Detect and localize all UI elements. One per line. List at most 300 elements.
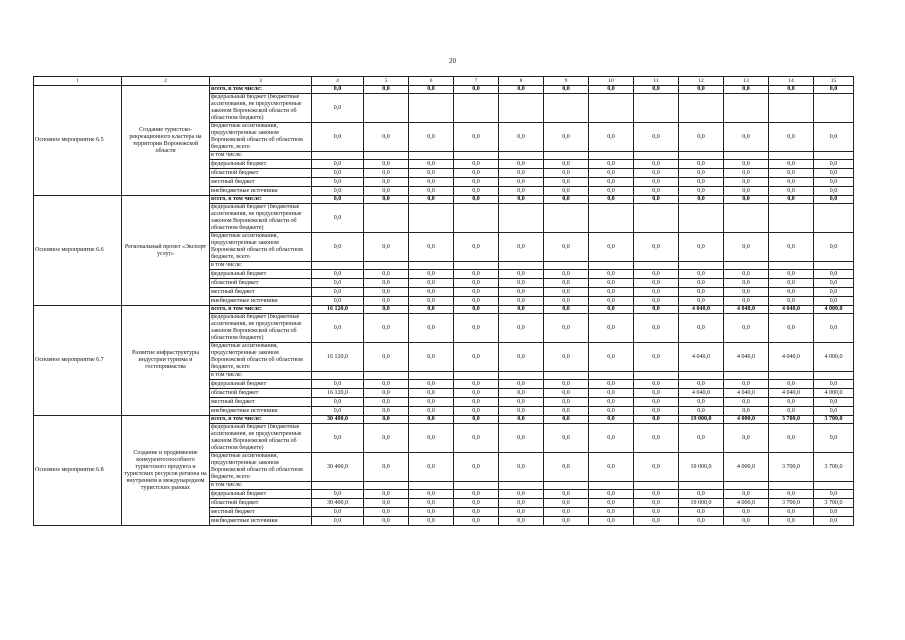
amount-cell: 0,0 [409,453,454,482]
amount-cell: 0,0 [679,86,724,94]
amount-cell: 0,0 [724,233,769,262]
amount-cell: 16 120,0 [312,343,364,372]
funding-source-label: федеральный бюджет (бюджетные ассигнования, не предусмотренные законом Воронежской области об областном бюджете) [210,314,312,343]
amount-cell: 0,0 [544,499,589,508]
amount-cell [364,204,409,233]
amount-cell: 0,0 [769,86,814,94]
amount-cell [312,482,364,490]
amount-cell: 0,0 [724,314,769,343]
amount-cell [724,372,769,380]
amount-cell: 0,0 [769,279,814,288]
amount-cell: 19 000,0 [679,499,724,508]
amount-cell [364,482,409,490]
amount-cell: 0,0 [679,233,724,262]
amount-cell: 0,0 [679,178,724,187]
amount-cell: 0,0 [409,343,454,372]
amount-cell: 0,0 [312,86,364,94]
amount-cell: 0,0 [312,233,364,262]
amount-cell: 0,0 [454,490,499,499]
amount-cell: 0,0 [409,86,454,94]
amount-cell: 0,0 [312,94,364,123]
amount-cell: 0,0 [409,508,454,517]
funding-source-label: в том числе: [210,152,312,160]
amount-cell: 0,0 [544,508,589,517]
amount-cell: 0,0 [544,123,589,152]
amount-cell: 0,0 [814,169,854,178]
amount-cell: 0,0 [769,297,814,306]
amount-cell: 0,0 [499,517,544,526]
amount-cell [634,94,679,123]
amount-cell: 0,0 [454,270,499,279]
amount-cell: 0,0 [769,398,814,407]
amount-cell: 4 040,0 [679,306,724,314]
amount-cell: 0,0 [724,178,769,187]
amount-cell: 0,0 [769,517,814,526]
amount-cell: 0,0 [409,499,454,508]
amount-cell: 0,0 [544,389,589,398]
amount-cell [724,94,769,123]
amount-cell: 0,0 [499,196,544,204]
amount-cell [769,152,814,160]
amount-cell: 0,0 [454,389,499,398]
amount-cell: 0,0 [409,380,454,389]
amount-cell: 0,0 [724,160,769,169]
amount-cell: 0,0 [589,160,634,169]
amount-cell: 0,0 [769,490,814,499]
event-name: Создание и продвижение конкурентоспособного туристского продукта и туристских ресурсов региона на внутреннем и международном туристских рынках [122,416,210,526]
table-row [34,86,854,94]
amount-cell: 0,0 [679,508,724,517]
amount-cell: 0,0 [679,169,724,178]
amount-cell [409,204,454,233]
amount-cell: 0,0 [769,288,814,297]
amount-cell: 0,0 [544,160,589,169]
amount-cell: 0,0 [454,160,499,169]
amount-cell: 0,0 [589,389,634,398]
amount-cell [769,482,814,490]
amount-cell: 0,0 [769,407,814,416]
amount-cell [544,204,589,233]
amount-cell [364,152,409,160]
amount-cell: 0,0 [814,398,854,407]
amount-cell [724,482,769,490]
amount-cell: 0,0 [724,380,769,389]
funding-source-label: федеральный бюджет [210,380,312,389]
amount-cell: 4 000,0 [814,389,854,398]
amount-cell: 0,0 [679,398,724,407]
amount-cell: 0,0 [724,297,769,306]
amount-cell: 0,0 [589,407,634,416]
amount-cell: 0,0 [499,123,544,152]
column-number: 2 [122,77,210,86]
amount-cell [769,262,814,270]
amount-cell: 0,0 [769,380,814,389]
amount-cell [544,372,589,380]
amount-cell [589,204,634,233]
amount-cell [409,94,454,123]
amount-cell: 0,0 [814,187,854,196]
column-number: 6 [409,77,454,86]
amount-cell: 0,0 [364,297,409,306]
amount-cell: 0,0 [589,508,634,517]
amount-cell: 0,0 [544,416,589,424]
funding-source-label: бюджетные ассигнования, предусмотренные законом Воронежской области об областном бюджете, всего [210,233,312,262]
amount-cell [499,204,544,233]
amount-cell: 4 040,0 [724,389,769,398]
amount-cell: 0,0 [454,169,499,178]
amount-cell: 0,0 [589,343,634,372]
funding-source-label: внебюджетные источники [210,407,312,416]
amount-cell: 0,0 [312,187,364,196]
column-number: 4 [312,77,364,86]
amount-cell: 0,0 [499,306,544,314]
amount-cell [499,482,544,490]
amount-cell: 0,0 [634,508,679,517]
amount-cell: 0,0 [589,490,634,499]
amount-cell: 0,0 [312,424,364,453]
amount-cell: 3 700,0 [769,416,814,424]
funding-source-label: внебюджетные источники [210,297,312,306]
amount-cell [589,372,634,380]
amount-cell [634,262,679,270]
amount-cell: 0,0 [409,424,454,453]
amount-cell: 0,0 [312,297,364,306]
amount-cell [814,94,854,123]
amount-cell [679,262,724,270]
amount-cell: 0,0 [364,279,409,288]
amount-cell: 0,0 [814,517,854,526]
amount-cell: 0,0 [769,508,814,517]
amount-cell [454,94,499,123]
amount-cell: 0,0 [364,314,409,343]
amount-cell: 0,0 [634,196,679,204]
amount-cell: 0,0 [589,169,634,178]
amount-cell: 0,0 [499,490,544,499]
amount-cell [312,372,364,380]
amount-cell: 4 040,0 [724,306,769,314]
amount-cell: 0,0 [724,424,769,453]
event-name: Региональный проект «Экспорт услуг» [122,196,210,306]
amount-cell: 0,0 [679,187,724,196]
amount-cell [589,94,634,123]
amount-cell: 0,0 [769,424,814,453]
amount-cell [634,372,679,380]
amount-cell: 0,0 [634,233,679,262]
amount-cell: 4 040,0 [769,306,814,314]
amount-cell: 0,0 [679,314,724,343]
funding-source-label: всего, в том числе: [210,416,312,424]
amount-cell: 0,0 [589,297,634,306]
amount-cell: 0,0 [499,297,544,306]
amount-cell: 0,0 [499,499,544,508]
column-number: 12 [679,77,724,86]
amount-cell: 0,0 [499,453,544,482]
amount-cell: 0,0 [814,160,854,169]
amount-cell [312,262,364,270]
amount-cell: 0,0 [589,187,634,196]
funding-source-label: областной бюджет [210,169,312,178]
amount-cell: 0,0 [724,517,769,526]
amount-cell: 0,0 [634,270,679,279]
amount-cell: 0,0 [769,178,814,187]
amount-cell: 0,0 [544,314,589,343]
amount-cell: 0,0 [454,297,499,306]
column-number: 10 [589,77,634,86]
amount-cell: 0,0 [724,508,769,517]
amount-cell: 0,0 [544,169,589,178]
amount-cell: 0,0 [312,314,364,343]
amount-cell: 0,0 [499,187,544,196]
amount-cell: 0,0 [634,297,679,306]
amount-cell: 0,0 [409,187,454,196]
amount-cell: 0,0 [634,306,679,314]
amount-cell [454,372,499,380]
amount-cell: 0,0 [364,270,409,279]
amount-cell: 0,0 [364,123,409,152]
funding-source-label: местный бюджет [210,288,312,297]
amount-cell: 0,0 [499,416,544,424]
amount-cell: 0,0 [409,233,454,262]
column-number: 1 [34,77,122,86]
amount-cell: 0,0 [312,204,364,233]
amount-cell: 0,0 [724,398,769,407]
amount-cell: 0,0 [589,416,634,424]
amount-cell: 0,0 [769,270,814,279]
column-number: 5 [364,77,409,86]
amount-cell: 0,0 [634,160,679,169]
amount-cell: 0,0 [679,490,724,499]
amount-cell: 0,0 [364,86,409,94]
amount-cell: 0,0 [544,306,589,314]
amount-cell [634,204,679,233]
amount-cell: 0,0 [312,270,364,279]
amount-cell: 0,0 [454,86,499,94]
amount-cell: 0,0 [724,123,769,152]
amount-cell: 4 000,0 [724,416,769,424]
amount-cell: 0,0 [312,398,364,407]
amount-cell: 0,0 [499,160,544,169]
amount-cell: 0,0 [544,453,589,482]
amount-cell: 0,0 [364,380,409,389]
amount-cell: 0,0 [312,178,364,187]
amount-cell: 0,0 [634,178,679,187]
amount-cell: 0,0 [454,398,499,407]
amount-cell: 0,0 [364,453,409,482]
amount-cell: 0,0 [499,380,544,389]
amount-cell [769,204,814,233]
column-number: 9 [544,77,589,86]
amount-cell: 0,0 [769,160,814,169]
amount-cell: 0,0 [409,196,454,204]
amount-cell: 0,0 [544,380,589,389]
amount-cell: 0,0 [679,270,724,279]
amount-cell [364,262,409,270]
amount-cell: 0,0 [589,288,634,297]
table-row [34,416,854,424]
amount-cell: 4 040,0 [679,343,724,372]
funding-source-label: местный бюджет [210,398,312,407]
amount-cell: 0,0 [634,499,679,508]
amount-cell: 0,0 [544,196,589,204]
amount-cell: 16 120,0 [312,306,364,314]
amount-cell: 0,0 [364,424,409,453]
amount-cell: 0,0 [589,517,634,526]
amount-cell: 0,0 [454,407,499,416]
funding-source-label: бюджетные ассигнования, предусмотренные законом Воронежской области об областном бюджете, всего [210,453,312,482]
amount-cell [634,152,679,160]
amount-cell [679,372,724,380]
amount-cell: 0,0 [634,169,679,178]
amount-cell: 0,0 [634,86,679,94]
amount-cell [724,152,769,160]
amount-cell [364,372,409,380]
amount-cell: 0,0 [364,306,409,314]
amount-cell: 0,0 [409,490,454,499]
amount-cell: 0,0 [454,517,499,526]
table-row [34,196,854,204]
funding-source-label: областной бюджет [210,279,312,288]
amount-cell [499,152,544,160]
amount-cell: 0,0 [312,288,364,297]
funding-source-label: федеральный бюджет [210,160,312,169]
amount-cell [409,482,454,490]
funding-source-label: в том числе: [210,482,312,490]
funding-source-label: федеральный бюджет [210,490,312,499]
amount-cell: 4 040,0 [769,389,814,398]
amount-cell: 0,0 [769,314,814,343]
amount-cell: 0,0 [634,416,679,424]
amount-cell: 0,0 [589,380,634,389]
amount-cell: 4 040,0 [724,343,769,372]
amount-cell: 0,0 [409,314,454,343]
amount-cell: 0,0 [814,314,854,343]
amount-cell [634,482,679,490]
amount-cell [589,152,634,160]
event-number: Основное мероприятие 6.6 [34,196,122,306]
amount-cell: 0,0 [634,424,679,453]
header-row [34,77,854,86]
amount-cell [499,94,544,123]
amount-cell: 0,0 [499,86,544,94]
amount-cell: 0,0 [409,288,454,297]
amount-cell: 0,0 [724,187,769,196]
amount-cell: 0,0 [634,279,679,288]
amount-cell: 0,0 [409,517,454,526]
amount-cell: 0,0 [454,380,499,389]
amount-cell [409,262,454,270]
column-number: 3 [210,77,312,86]
amount-cell: 0,0 [409,279,454,288]
funding-source-label: местный бюджет [210,178,312,187]
amount-cell: 0,0 [312,407,364,416]
budget-table [33,76,854,526]
amount-cell: 0,0 [409,407,454,416]
amount-cell: 0,0 [454,416,499,424]
amount-cell: 0,0 [589,178,634,187]
amount-cell: 0,0 [634,187,679,196]
amount-cell: 0,0 [634,407,679,416]
amount-cell: 0,0 [499,178,544,187]
amount-cell: 0,0 [634,517,679,526]
column-number: 11 [634,77,679,86]
amount-cell: 0,0 [679,288,724,297]
amount-cell: 0,0 [679,517,724,526]
amount-cell: 0,0 [544,424,589,453]
amount-cell: 0,0 [409,306,454,314]
amount-cell: 0,0 [544,187,589,196]
amount-cell [499,262,544,270]
amount-cell: 0,0 [409,416,454,424]
amount-cell: 0,0 [589,123,634,152]
column-number: 15 [814,77,854,86]
amount-cell: 0,0 [769,187,814,196]
amount-cell: 0,0 [634,314,679,343]
table-row [34,306,854,314]
amount-cell: 0,0 [814,508,854,517]
amount-cell: 0,0 [499,314,544,343]
amount-cell: 0,0 [589,86,634,94]
funding-source-label: внебюджетные источники [210,187,312,196]
amount-cell: 0,0 [364,389,409,398]
funding-source-label: в том числе: [210,372,312,380]
amount-cell: 0,0 [544,398,589,407]
amount-cell: 0,0 [544,270,589,279]
amount-cell: 0,0 [364,233,409,262]
amount-cell: 4 000,0 [814,343,854,372]
amount-cell: 0,0 [544,490,589,499]
amount-cell: 0,0 [814,279,854,288]
amount-cell: 0,0 [544,343,589,372]
amount-cell: 0,0 [499,398,544,407]
funding-source-label: федеральный бюджет (бюджетные ассигнования, не предусмотренные законом Воронежской области об областном бюджете) [210,424,312,453]
amount-cell: 0,0 [409,398,454,407]
amount-cell: 0,0 [814,196,854,204]
amount-cell: 0,0 [312,123,364,152]
amount-cell [312,152,364,160]
amount-cell [409,152,454,160]
amount-cell [814,372,854,380]
amount-cell: 0,0 [679,380,724,389]
amount-cell [769,94,814,123]
amount-cell: 0,0 [679,407,724,416]
amount-cell: 0,0 [724,407,769,416]
amount-cell: 0,0 [724,490,769,499]
amount-cell: 4 040,0 [769,343,814,372]
amount-cell: 0,0 [312,490,364,499]
funding-source-label: бюджетные ассигнования, предусмотренные законом Воронежской области об областном бюджете, всего [210,123,312,152]
amount-cell: 0,0 [454,424,499,453]
amount-cell: 0,0 [409,297,454,306]
amount-cell: 0,0 [589,306,634,314]
amount-cell: 0,0 [454,508,499,517]
amount-cell: 0,0 [634,288,679,297]
amount-cell [679,204,724,233]
event-number: Основное мероприятие 6.5 [34,86,122,196]
event-name: Создание туристско-рекреационного кластера на территории Воронежской области [122,86,210,196]
amount-cell: 0,0 [589,314,634,343]
amount-cell: 0,0 [589,279,634,288]
amount-cell: 0,0 [499,343,544,372]
amount-cell: 0,0 [499,407,544,416]
funding-source-label: федеральный бюджет (бюджетные ассигнования, не предусмотренные законом Воронежской области об областном бюджете) [210,204,312,233]
amount-cell: 0,0 [634,398,679,407]
funding-source-label: федеральный бюджет (бюджетные ассигнования, не предусмотренные законом Воронежской области об областном бюджете) [210,94,312,123]
amount-cell [454,262,499,270]
amount-cell [589,482,634,490]
amount-cell: 0,0 [769,169,814,178]
amount-cell: 0,0 [724,288,769,297]
amount-cell: 0,0 [499,288,544,297]
